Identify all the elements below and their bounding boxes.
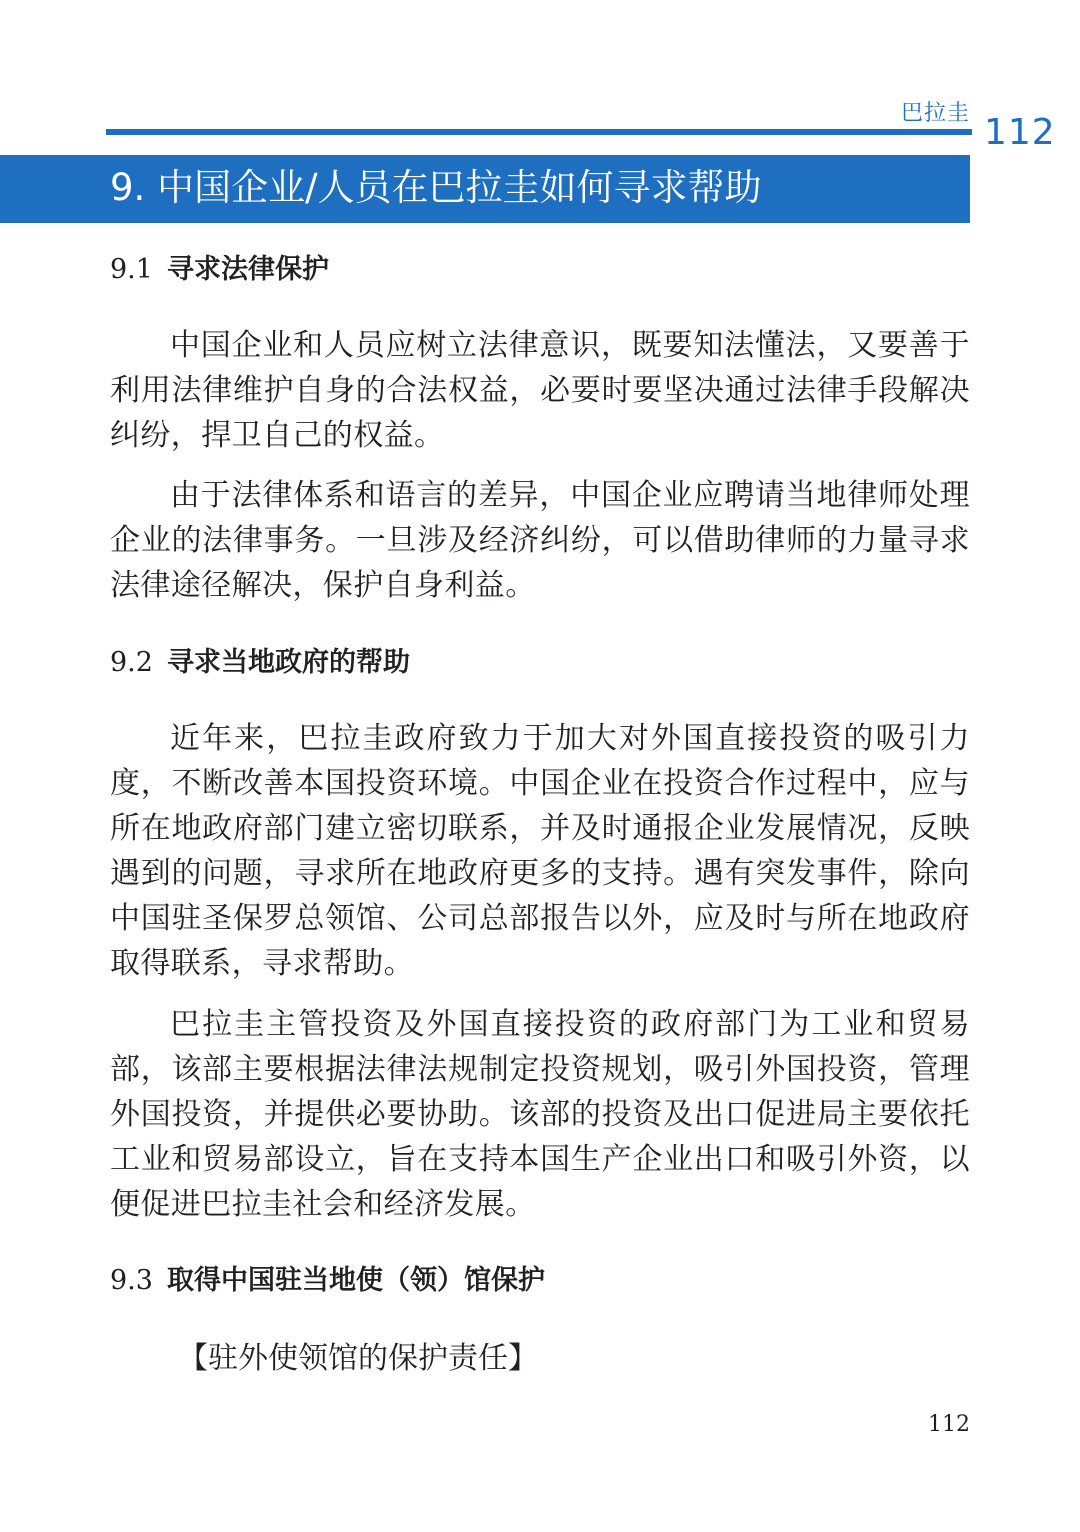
section-title: 取得中国驻当地使（领）馆保护 xyxy=(166,1265,545,1296)
chapter-title: 9. 中国企业/人员在巴拉圭如何寻求帮助 xyxy=(110,166,762,209)
subheading: 【驻外使领馆的保护责任】 xyxy=(178,1341,538,1376)
running-header-page-number: 112 xyxy=(984,112,1056,153)
section-heading-9-1 xyxy=(110,252,329,288)
paragraph: 巴拉圭主管投资及外国直接投资的政府部门为工业和贸易部，该部主要根据法律法规制定投资规划，吸引外国投资，管理外国投资，并提供必要协助。该部的投资及出口促进局主要依托工业和贸易部设立，旨在支持本国生产企业出口和吸引外资，以便促进巴拉圭社会和经济发展。 xyxy=(110,1007,970,1222)
section-title: 寻求法律保护 xyxy=(166,254,329,285)
header-rule xyxy=(106,129,972,135)
section-title: 寻求当地政府的帮助 xyxy=(166,647,410,678)
section-number: 9.3 xyxy=(110,1265,153,1296)
running-header-country: 巴拉圭 xyxy=(900,101,970,126)
section-heading-9-3 xyxy=(110,1263,545,1299)
section-number: 9.2 xyxy=(110,647,153,678)
paragraph: 中国企业和人员应树立法律意识，既要知法懂法，又要善于利用法律维护自身的合法权益，必要时要坚决通过法律手段解决纠纷，捍卫自己的权益。 xyxy=(110,328,970,453)
section-number: 9.1 xyxy=(110,254,153,285)
paragraph: 近年来，巴拉圭政府致力于加大对外国直接投资的吸引力度，不断改善本国投资环境。中国企业在投资合作过程中，应与所在地政府部门建立密切联系，并及时通报企业发展情况，反映遇到的问题，寻求所在地政府更多的支持。遇有突发事件，除向中国驻圣保罗总领馆、公司总部报告以外，应及时与所在地政府取得联系，寻求帮助。 xyxy=(110,721,970,981)
footer-page-number: 112 xyxy=(928,1412,970,1437)
paragraph: 由于法律体系和语言的差异，中国企业应聘请当地律师处理企业的法律事务。一旦涉及经济纠纷，可以借助律师的力量寻求法律途径解决，保护自身利益。 xyxy=(110,478,970,603)
section-heading-9-2 xyxy=(110,645,410,681)
